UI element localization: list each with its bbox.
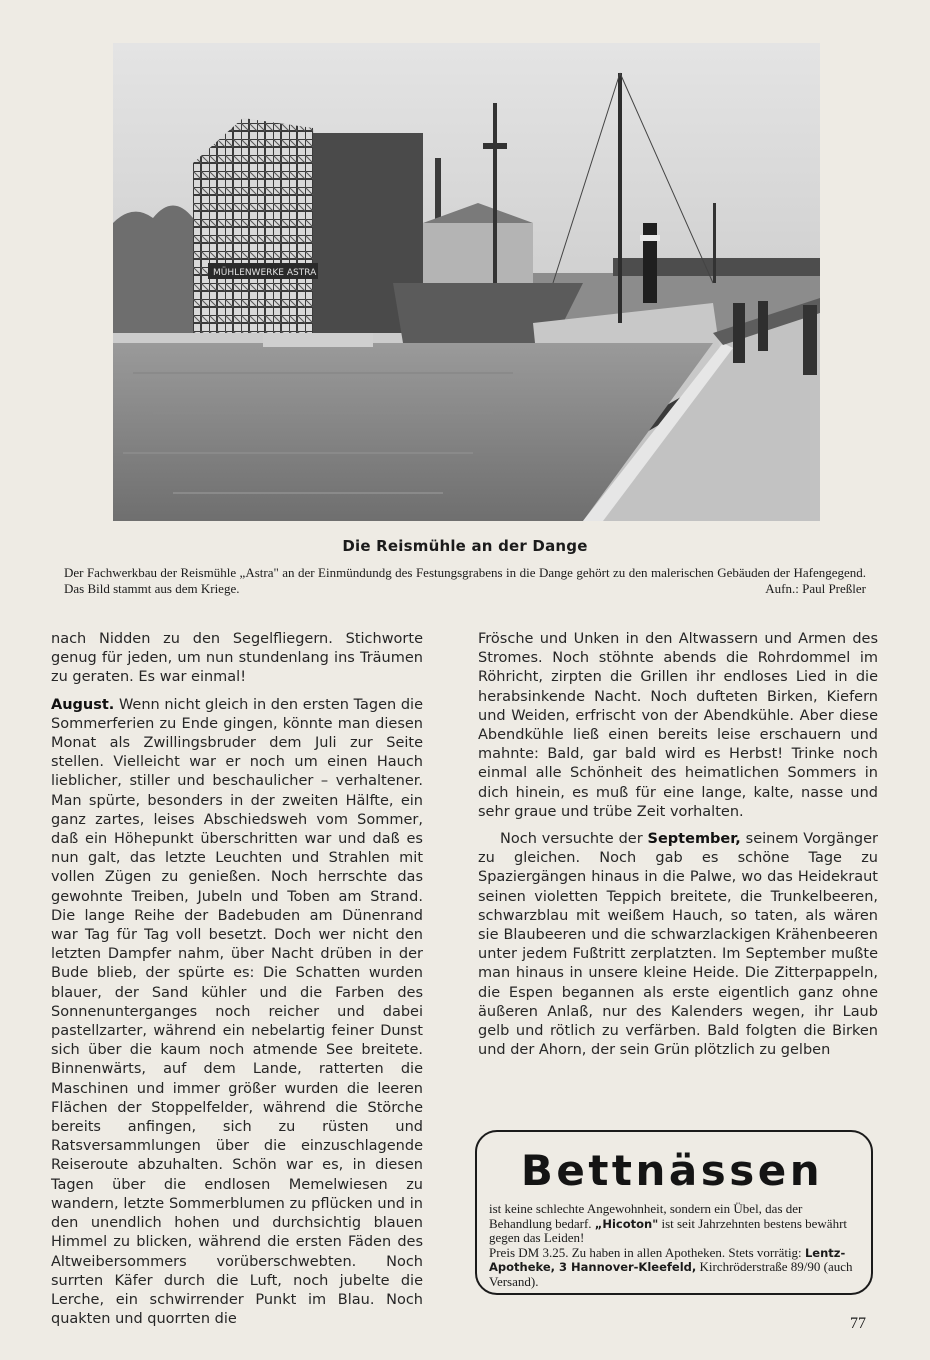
harbor-photo-illustration bbox=[113, 43, 820, 521]
right-paragraph-2 bbox=[478, 830, 878, 1060]
ad-pharmacy: Lentz-Apotheke, 3 Hannover-Kleefeld, bbox=[489, 1245, 846, 1274]
right-paragraph-2-intro: Noch versuchte der bbox=[500, 831, 648, 848]
ad-body bbox=[489, 1202, 855, 1289]
harbor-photo bbox=[113, 43, 820, 521]
left-paragraph-2-text: Wenn nicht gleich in den ersten Tagen die Sommerferien zu Ende gingen, könnte man diesen Monat als Zwillingsbruder dem Juli zur Seite stellen. Vielleicht war er noch um einen Hauch lieblicher, stiller und beschaulicher – verhaltener. Man spürte, besonders in der zweiten Hälfte, ein ganz zartes, leises Abschiedsweh vom Sommer, daß ein Höhepunkt überschritten war und daß es nun galt, das letzte Leuchten und Strahlen mit vollen Zügen zu genießen. Noch herrschte das gewohnte Treiben, Jubeln und Toben am Strand. Die lange Reihe der Badebuden am Dünenrand war Tag für Tag voll besetzt. Doch wer nicht den letzten Dampfer nahm, über Nacht drüben in der Bude blieb, der spürte es: Die Schatten wurden blauer, der Sand kühler und die Farben des Sonnenunterganges noch reicher und dabei pastellzarter, während ein nebelartig feiner Dunst sich über die kaum noch atmende See breitete. Binnenwärts, auf dem Lande, ratterten die Maschinen und immer größer wurden die leeren Flächen der Stoppelfelder, während die Störche bereits anfingen, sich zu rüsten und Ratsversammlungen über die einzuschlagende Reiseroute abzuhalten. Schön war es, in diesen Tagen über die endlosen Memelwiesen zu wandern, letzte Sommerblumen zu pflücken und in den unendlich hohen und durchsichtig blauen Himmel zu blicken, während die ersten Fäden des Altweibersommers vorüberschwebten. Noch surrten Käfer durch die Luft, noch jubelte die Lerche, ein schwirrender Punkt im Blau. Noch quakten und quorrten die bbox=[51, 696, 423, 1328]
ad-title: Bettnässen bbox=[520, 1146, 824, 1195]
advertisement-box bbox=[475, 1130, 873, 1295]
left-paragraph-1: nach Nidden zu den Segelfliegern. Stichworte genug für jeden, um nun stundenlang ins Träumen zu geraten. Es war einmal! bbox=[51, 631, 423, 686]
page-number: 77 bbox=[850, 1315, 866, 1332]
left-paragraph-2 bbox=[51, 696, 423, 1330]
ad-line-3: Preis DM 3.25. Zu haben in allen Apotheken. Stets vorrätig: bbox=[489, 1244, 805, 1260]
article-right-column bbox=[478, 630, 878, 1060]
august-heading: August. bbox=[51, 696, 115, 713]
ad-line-4: Kirchröderstraße 89/90 (auch Versand). bbox=[489, 1259, 853, 1289]
photo-caption-title: Die Reismühle an der Dange bbox=[342, 537, 588, 555]
september-heading: September, bbox=[647, 831, 741, 848]
photo-caption-text: Der Fachwerkbau der Reismühle „Astra" an der Einmündundg des Festungsgrabens in die Dange gehört zu den malerischen Gebäuden der Hafengegend. Das Bild stammt aus dem Kriege. bbox=[64, 565, 866, 596]
ad-line-2: ist seit Jahrzehnten bestens bewährt gegen das Leiden! bbox=[489, 1215, 848, 1245]
right-paragraph-1: Frösche und Unken in den Altwassern und Armen des Stromes. Noch stöhnte abends die Rohrdommel im Röhricht, zirpten die Grillen ihr endloses Lied in die herabsinkende Nacht. Noch dufteten Birken, Kiefern und Weiden, erfrischt von der Abendkühle. Aber diese Abendkühle ließ einen bereits leise erschauern und mahnte: Bald, gar bald wird es Herbst! Trinke noch einmal alle Schönheit des heimatlichen Sommers in dich hinein, es muß für eine lange, kalte, nasse und sehr graue und trübe Zeit vorhalten. bbox=[478, 631, 878, 820]
photo-caption bbox=[64, 565, 866, 597]
mill-sign: MÜHLENWERKE ASTRA bbox=[213, 268, 317, 278]
article-left-column bbox=[51, 630, 423, 1329]
right-paragraph-2-text: seinem Vorgänger zu gleichen. Noch gab es schöne Tage zu Spaziergängen hinaus in die Palwe, wo das Heidekraut seinen violetten Teppich breitete, die Trunkelbeeren, schwarzblau mit weißem Hauch, so taten, als wären sie Blaubeeren und die schwarzlackigen Krähenbeeren unter jedem Fußtritt zerplatzten. Im September mußte man hinaus in unsere kleine Heide. Die Zitterpappeln, die Espen begannen als erste eigentlich ganz ohne äußeren Anlaß, nur des Kalenders wegen, ihr Laub gelb und rötlich zu verfärben. Bald folgten die Birken und der Ahorn, der sein Grün plötzlich zu gelben bbox=[478, 831, 878, 1059]
ad-brand: „Hicoton" bbox=[594, 1216, 659, 1231]
photo-credit: Aufn.: Paul Preßler bbox=[765, 581, 866, 596]
ad-line-1: ist keine schlechte Angewohnheit, sondern ein Übel, das der Behandlung bedarf. bbox=[489, 1201, 803, 1231]
